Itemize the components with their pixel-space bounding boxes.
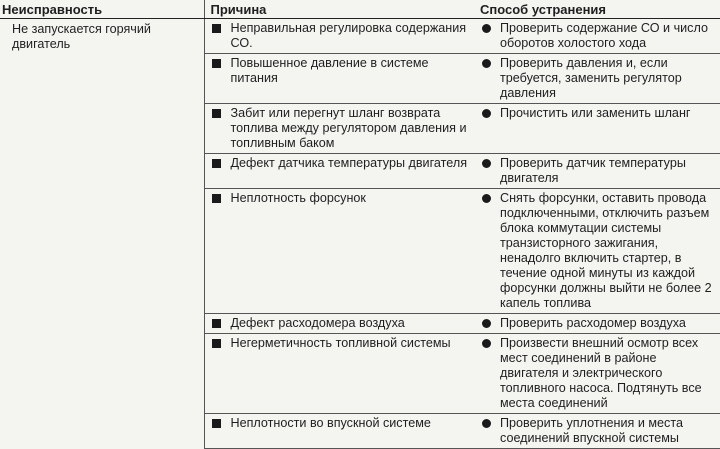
reason-cell bbox=[204, 189, 474, 314]
reason-cell bbox=[204, 154, 474, 189]
table-row bbox=[0, 19, 720, 54]
fix-cell bbox=[474, 104, 720, 154]
round-bullet-icon bbox=[482, 109, 491, 118]
fix-text: Прочистить или заменить шланг bbox=[500, 106, 691, 120]
fault-text: Не запускается горячий двигатель bbox=[12, 22, 151, 51]
square-bullet-icon bbox=[212, 339, 221, 348]
square-bullet-icon bbox=[212, 319, 221, 328]
header-fault: Неисправность bbox=[0, 0, 204, 19]
reason-text: Неплотность форсунок bbox=[230, 191, 366, 205]
square-bullet-icon bbox=[212, 24, 221, 33]
fix-text: Проверить содержание СО и число оборотов холостого хода bbox=[500, 21, 708, 50]
square-bullet-icon bbox=[212, 109, 221, 118]
reason-cell bbox=[204, 414, 474, 449]
reason-cell bbox=[204, 104, 474, 154]
reason-text: Дефект расходомера воздуха bbox=[230, 316, 405, 330]
round-bullet-icon bbox=[482, 59, 491, 68]
reason-text: Дефект датчика температуры двигателя bbox=[230, 156, 468, 170]
square-bullet-icon bbox=[212, 59, 221, 68]
square-bullet-icon bbox=[212, 194, 221, 203]
fix-text: Снять форсунки, оставить провода подключенными, отключить разъем блока коммутации системы транзисторного зажигания, ненадолго включить стартер, в течение одной минуты из каждой форсунки должны выйти не более 2 капель топлива bbox=[500, 191, 712, 310]
round-bullet-icon bbox=[482, 339, 491, 348]
fix-text: Проверить давления и, если требуется, заменить регулятор давления bbox=[500, 56, 682, 100]
reason-text: Негерметичность топливной системы bbox=[230, 336, 451, 350]
fix-text: Проверить расходомер воздуха bbox=[500, 316, 686, 330]
round-bullet-icon bbox=[482, 24, 491, 33]
reason-cell bbox=[204, 314, 474, 334]
header-reason: Причина bbox=[204, 0, 474, 19]
reason-cell bbox=[204, 54, 474, 104]
round-bullet-icon bbox=[482, 194, 491, 203]
fix-cell bbox=[474, 314, 720, 334]
reason-cell bbox=[204, 19, 474, 54]
fix-cell bbox=[474, 54, 720, 104]
fix-text: Проверить уплотнения и места соединений впускной системы bbox=[500, 416, 683, 445]
table-header-row bbox=[0, 0, 720, 19]
reason-text: Забит или перегнут шланг возврата топлива между регулятором давления и топливным баком bbox=[230, 106, 467, 150]
header-fix: Способ устранения bbox=[474, 0, 720, 19]
reason-text: Неправильная регулировка содержания СО. bbox=[230, 21, 467, 50]
round-bullet-icon bbox=[482, 159, 491, 168]
reason-text: Неплотности во впускной системе bbox=[230, 416, 431, 430]
round-bullet-icon bbox=[482, 419, 491, 428]
fix-cell bbox=[474, 414, 720, 449]
reason-cell bbox=[204, 334, 474, 414]
square-bullet-icon bbox=[212, 419, 221, 428]
fix-cell bbox=[474, 19, 720, 54]
fix-cell bbox=[474, 334, 720, 414]
fault-cell bbox=[0, 19, 204, 449]
fix-cell bbox=[474, 154, 720, 189]
fix-text: Проверить датчик температуры двигателя bbox=[500, 156, 686, 185]
fix-cell bbox=[474, 189, 720, 314]
reason-text: Повышенное давление в системе питания bbox=[230, 56, 429, 85]
square-bullet-icon bbox=[212, 159, 221, 168]
round-bullet-icon bbox=[482, 319, 491, 328]
fix-text: Произвести внешний осмотр всех мест соединений в районе двигателя и электрического топливного насоса. Подтянуть все места соединений bbox=[500, 336, 702, 410]
